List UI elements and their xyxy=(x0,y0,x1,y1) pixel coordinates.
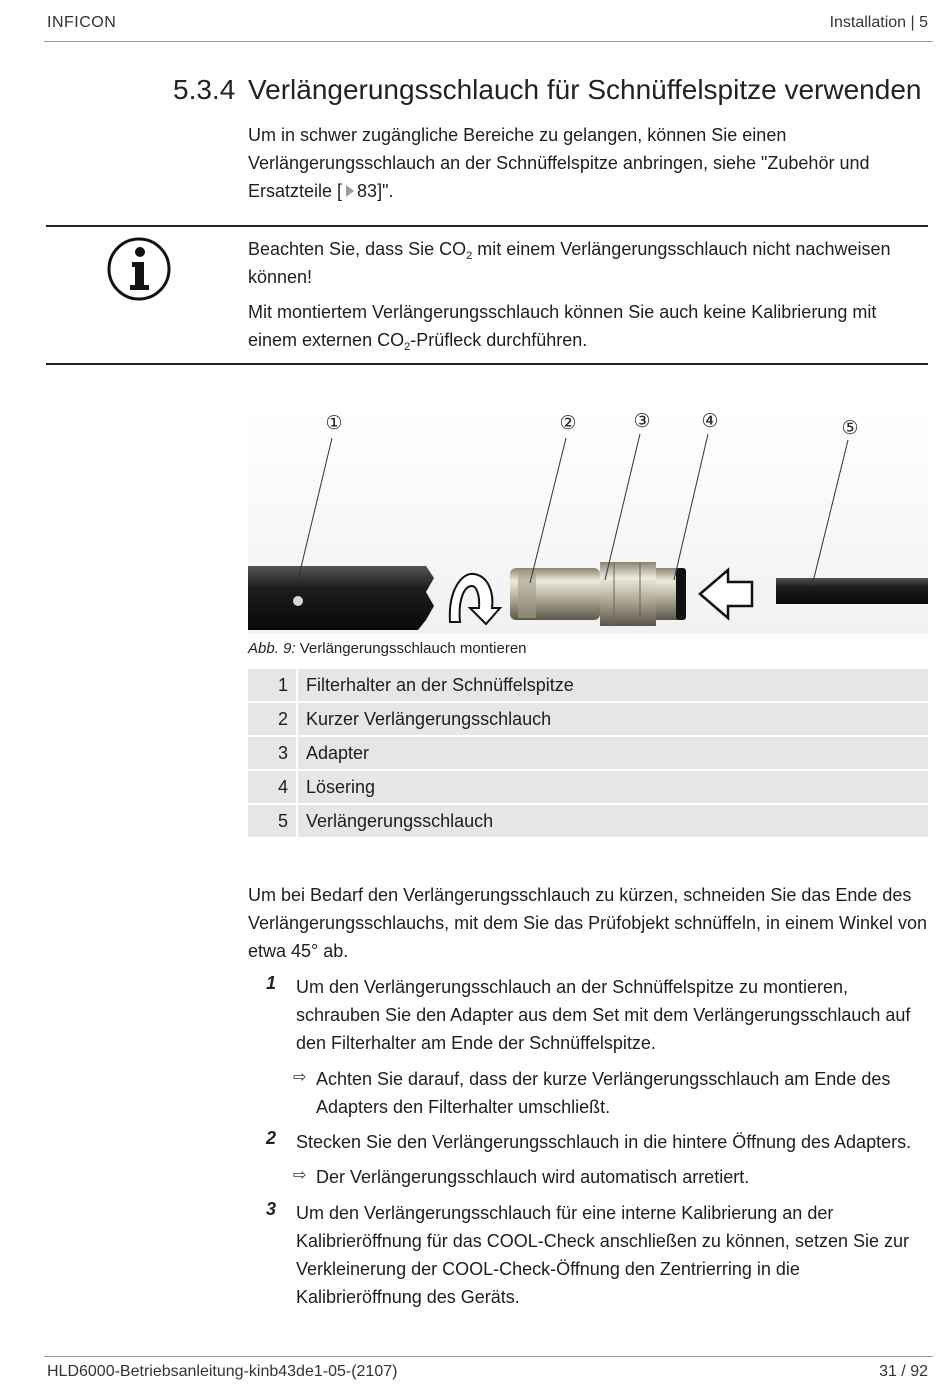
intro-text: Um in schwer zugängliche Bereiche zu gelangen, können Sie einen Verlängerungsschlauch an der Schnüffelspitze anbringen, siehe "Zubehör und Ersatzteile [ xyxy=(248,125,870,201)
part-label: Filterhalter an der Schnüffelspitze xyxy=(297,669,928,702)
footer-doc-id: HLD6000-Betriebsanleitung-kinb43de1-05-(2107) xyxy=(47,1363,398,1380)
part-number: 5 xyxy=(248,804,297,838)
note-bottom-rule xyxy=(46,363,928,365)
table-row xyxy=(248,669,928,702)
callout-5: ⑤ xyxy=(841,417,859,439)
footer-page-number: 31 / 92 xyxy=(879,1363,928,1380)
part-number: 1 xyxy=(248,669,297,702)
part-label: Lösering xyxy=(297,770,928,804)
header-rule xyxy=(44,41,933,42)
callout-3: ③ xyxy=(633,410,651,432)
cut-hose-paragraph: Um bei Bedarf den Verlängerungsschlauch zu kürzen, schneiden Sie das Ende des Verlängerungsschlauchs, mit dem Sie das Prüfobjekt schnüffeln, in einem Winkel von etwa 45° ab. xyxy=(248,885,928,961)
note-text-2b: -Prüfleck durchführen. xyxy=(410,330,588,350)
callout-2: ② xyxy=(559,412,577,434)
intro-page-link[interactable]: 83 xyxy=(357,181,378,201)
note-subscript-2: 2 xyxy=(404,341,411,353)
note-text-1b: mit einem Verlängerungsschlauch nicht nachweisen können! xyxy=(248,239,891,287)
note-subscript-1: 2 xyxy=(466,250,473,262)
note-text-1 xyxy=(248,235,908,291)
header-brand: INFICON xyxy=(47,14,117,31)
table-row xyxy=(248,736,928,770)
section-number: 5.3.4 xyxy=(173,74,236,105)
step-result: Achten Sie darauf, dass der kurze Verlängerungsschlauch am Ende des Adapters den Filterhalter umschließt. xyxy=(316,1069,891,1117)
caption-text: Verlängerungsschlauch montieren xyxy=(299,640,527,657)
table-row xyxy=(248,804,928,838)
part-label: Kurzer Verlängerungsschlauch xyxy=(297,702,928,736)
table-row xyxy=(248,702,928,736)
figure-photo xyxy=(248,408,928,634)
table-row xyxy=(248,770,928,804)
note-text-2a: Mit montiertem Verlängerungsschlauch können Sie auch keine Kalibrierung mit einem externen CO xyxy=(248,302,877,350)
info-icon xyxy=(106,236,172,302)
part-number: 3 xyxy=(248,736,297,770)
part-label: Verlängerungsschlauch xyxy=(297,804,928,838)
step-number: 2 xyxy=(266,1128,277,1148)
part-label: Adapter xyxy=(297,736,928,770)
part-number: 2 xyxy=(248,702,297,736)
note-top-rule xyxy=(46,225,928,227)
note-text-1a: Beachten Sie, dass Sie CO xyxy=(248,239,467,259)
step-number: 1 xyxy=(266,973,277,993)
step-text: Um den Verlängerungsschlauch für eine interne Kalibrierung an der Kalibrieröffnung für das COOL-Check anschließen zu können, setzen Sie zur Verkleinerung der COOL-Check-Öffnung den Zentrierring in die Kalibrieröffnung des Geräts. xyxy=(296,1203,909,1307)
step-number: 3 xyxy=(266,1199,277,1219)
header-section: Installation | 5 xyxy=(829,14,928,31)
result-arrow-icon: ⇨ xyxy=(293,1167,307,1184)
step-text: Um den Verlängerungsschlauch an der Schnüffelspitze zu montieren, schrauben Sie den Adapter aus dem Set mit dem Verlängerungsschlauch auf den Filterhalter am Ende der Schnüffelspitze. xyxy=(296,977,911,1053)
part-number: 4 xyxy=(248,770,297,804)
step-result: Der Verlängerungsschlauch wird automatisch arretiert. xyxy=(316,1167,750,1187)
intro-text-end: ]". xyxy=(377,181,394,201)
figure-caption xyxy=(248,640,527,657)
parts-table xyxy=(248,669,928,839)
intro-paragraph xyxy=(248,121,888,205)
result-arrow-icon: ⇨ xyxy=(293,1069,307,1086)
link-arrow-icon xyxy=(346,185,354,197)
section-title: Verlängerungsschlauch für Schnüffelspitze verwenden xyxy=(248,74,922,105)
callout-4: ④ xyxy=(701,410,719,432)
footer-rule xyxy=(44,1356,933,1357)
callout-1: ① xyxy=(325,412,343,434)
step-text: Stecken Sie den Verlängerungsschlauch in die hintere Öffnung des Adapters. xyxy=(296,1132,912,1152)
caption-label: Abb. 9: xyxy=(248,640,296,657)
note-text-2 xyxy=(248,298,928,354)
